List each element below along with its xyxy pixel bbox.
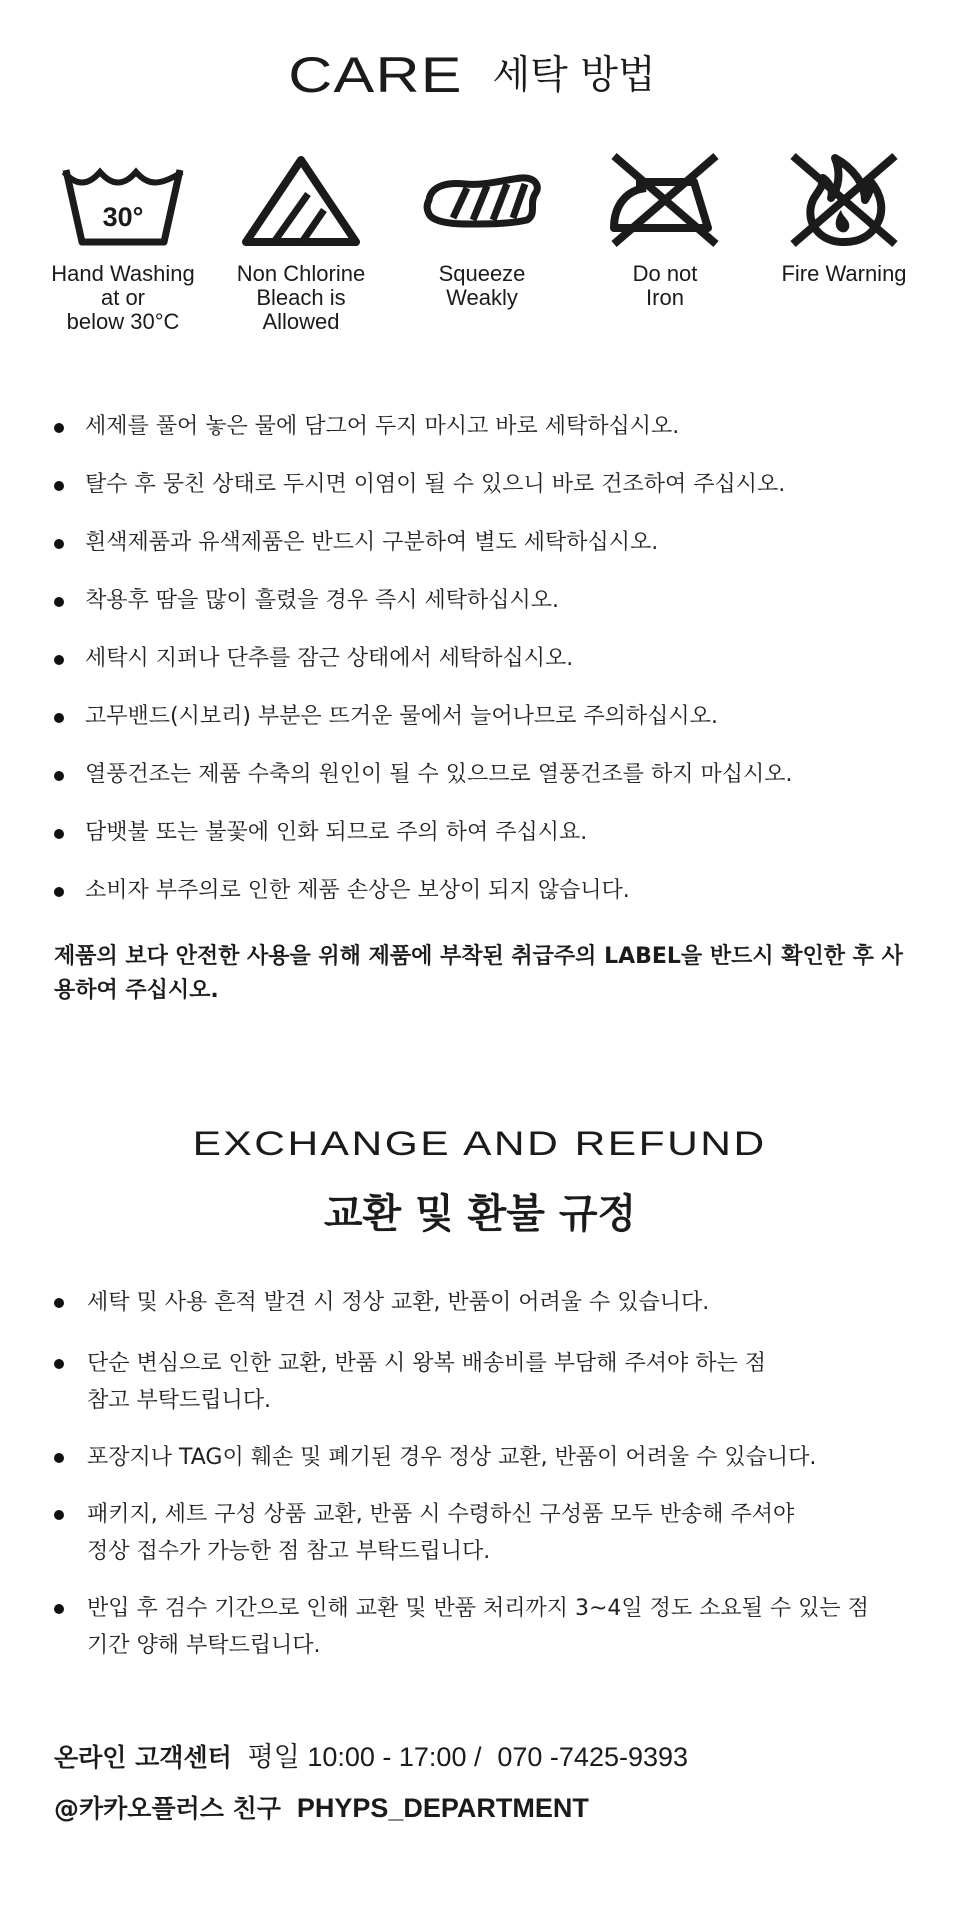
bullet-icon [54, 829, 64, 839]
list-item: 포장지나 TAG이 훼손 및 폐기된 경우 정상 교환, 반품이 어려울 수 있습니다. [0, 1439, 960, 1496]
bullet-icon [54, 1510, 64, 1520]
bullet-icon [54, 713, 64, 723]
exchange-policy-list [0, 1284, 960, 1670]
list-item: 세제를 풀어 놓은 물에 담그어 두지 마시고 바로 세탁하십시오. [0, 410, 960, 468]
list-item: 흰색제품과 유색제품은 반드시 구분하여 별도 세탁하십시오. [0, 526, 960, 584]
care-icons-row [0, 158, 960, 358]
non-chlorine-bleach-icon [236, 152, 366, 248]
care-title-ko: 세탁 방법 [492, 53, 656, 98]
care-icon-bleach [211, 158, 391, 334]
kakao-id[interactable]: PHYPS_DEPARTMENT [296, 1793, 589, 1823]
fire-warning-icon [779, 148, 909, 248]
kakao-label: @카카오플러스 친구 [54, 1794, 281, 1823]
bullet-icon [54, 771, 64, 781]
bullet-icon [54, 655, 64, 665]
care-icon-fire [754, 158, 934, 286]
bullet-icon [54, 1604, 64, 1614]
care-icon-hand-wash [33, 158, 213, 334]
care-icon-label: Do not Iron [632, 261, 698, 310]
care-title-en: CARE [288, 47, 464, 103]
contact-info [54, 1732, 688, 1834]
care-icon-label: Fire Warning [781, 261, 907, 286]
bullet-icon [54, 597, 64, 607]
bullet-icon [54, 1298, 64, 1308]
customer-center-hours: 평일 10:00 - 17:00 / [247, 1742, 482, 1772]
list-item: 고무밴드(시보리) 부분은 뜨거운 물에서 늘어나므로 주의하십시오. [0, 700, 960, 758]
bullet-icon [54, 1453, 64, 1463]
exchange-title-ko: 교환 및 환불 규정 [323, 1191, 637, 1237]
list-item: 세탁시 지퍼나 단추를 잠근 상태에서 세탁하십시오. [0, 642, 960, 700]
list-item: 담뱃불 또는 불꽃에 인화 되므로 주의 하여 주십시요. [0, 816, 960, 874]
customer-center-phone[interactable]: 070 -7425-9393 [497, 1742, 689, 1772]
bullet-icon [54, 887, 64, 897]
exchange-title-en: EXCHANGE AND REFUND [192, 1125, 768, 1163]
hand-wash-30-icon [58, 158, 188, 248]
list-item: 탈수 후 뭉친 상태로 두시면 이염이 될 수 있으니 바로 건조하여 주십시오. [0, 468, 960, 526]
wash-temp-badge: 30° [102, 202, 144, 232]
bullet-icon [54, 539, 64, 549]
list-item: 반입 후 검수 기간으로 인해 교환 및 반품 처리까지 3~4일 정도 소요될 수 있는 점 기간 양해 부탁드립니다. [0, 1590, 960, 1670]
customer-center-label: 온라인 고객센터 [54, 1743, 232, 1772]
bullet-icon [54, 481, 64, 491]
care-icon-label: Squeeze Weakly [438, 261, 526, 310]
exchange-heading [0, 1125, 960, 1164]
do-not-iron-icon [600, 148, 730, 248]
list-item: 소비자 부주의로 인한 제품 손상은 보상이 되지 않습니다. [0, 874, 960, 932]
care-icon-squeeze [392, 158, 572, 310]
care-heading [0, 44, 960, 104]
bullet-icon [54, 423, 64, 433]
customer-center-line [54, 1732, 688, 1783]
list-item: 패키지, 세트 구성 상품 교환, 반품 시 수령하신 구성품 모두 반송해 주셔야 정상 접수가 가능한 점 참고 부탁드립니다. [0, 1496, 960, 1590]
care-label-notice: 제품의 보다 안전한 사용을 위해 제품에 부착된 취급주의 LABEL을 반드시 확인한 후 사용하여 주십시오. [54, 944, 903, 1003]
list-item: 단순 변심으로 인한 교환, 반품 시 왕복 배송비를 부담해 주셔야 하는 점 참고 부탁드립니다. [0, 1345, 960, 1439]
care-icon-label: Hand Washing at or below 30°C [51, 261, 195, 334]
kakao-line [54, 1783, 688, 1834]
care-instruction-list [0, 410, 960, 932]
bullet-icon [54, 1359, 64, 1369]
care-icon-iron [575, 158, 755, 310]
list-item: 세탁 및 사용 흔적 발견 시 정상 교환, 반품이 어려울 수 있습니다. [0, 1284, 960, 1345]
wring-gently-icon [417, 158, 547, 248]
list-item: 열풍건조는 제품 수축의 원인이 될 수 있으므로 열풍건조를 하지 마십시오. [0, 758, 960, 816]
list-item: 착용후 땀을 많이 흘렸을 경우 즉시 세탁하십시오. [0, 584, 960, 642]
care-icon-label: Non Chlorine Bleach is Allowed [236, 261, 366, 334]
